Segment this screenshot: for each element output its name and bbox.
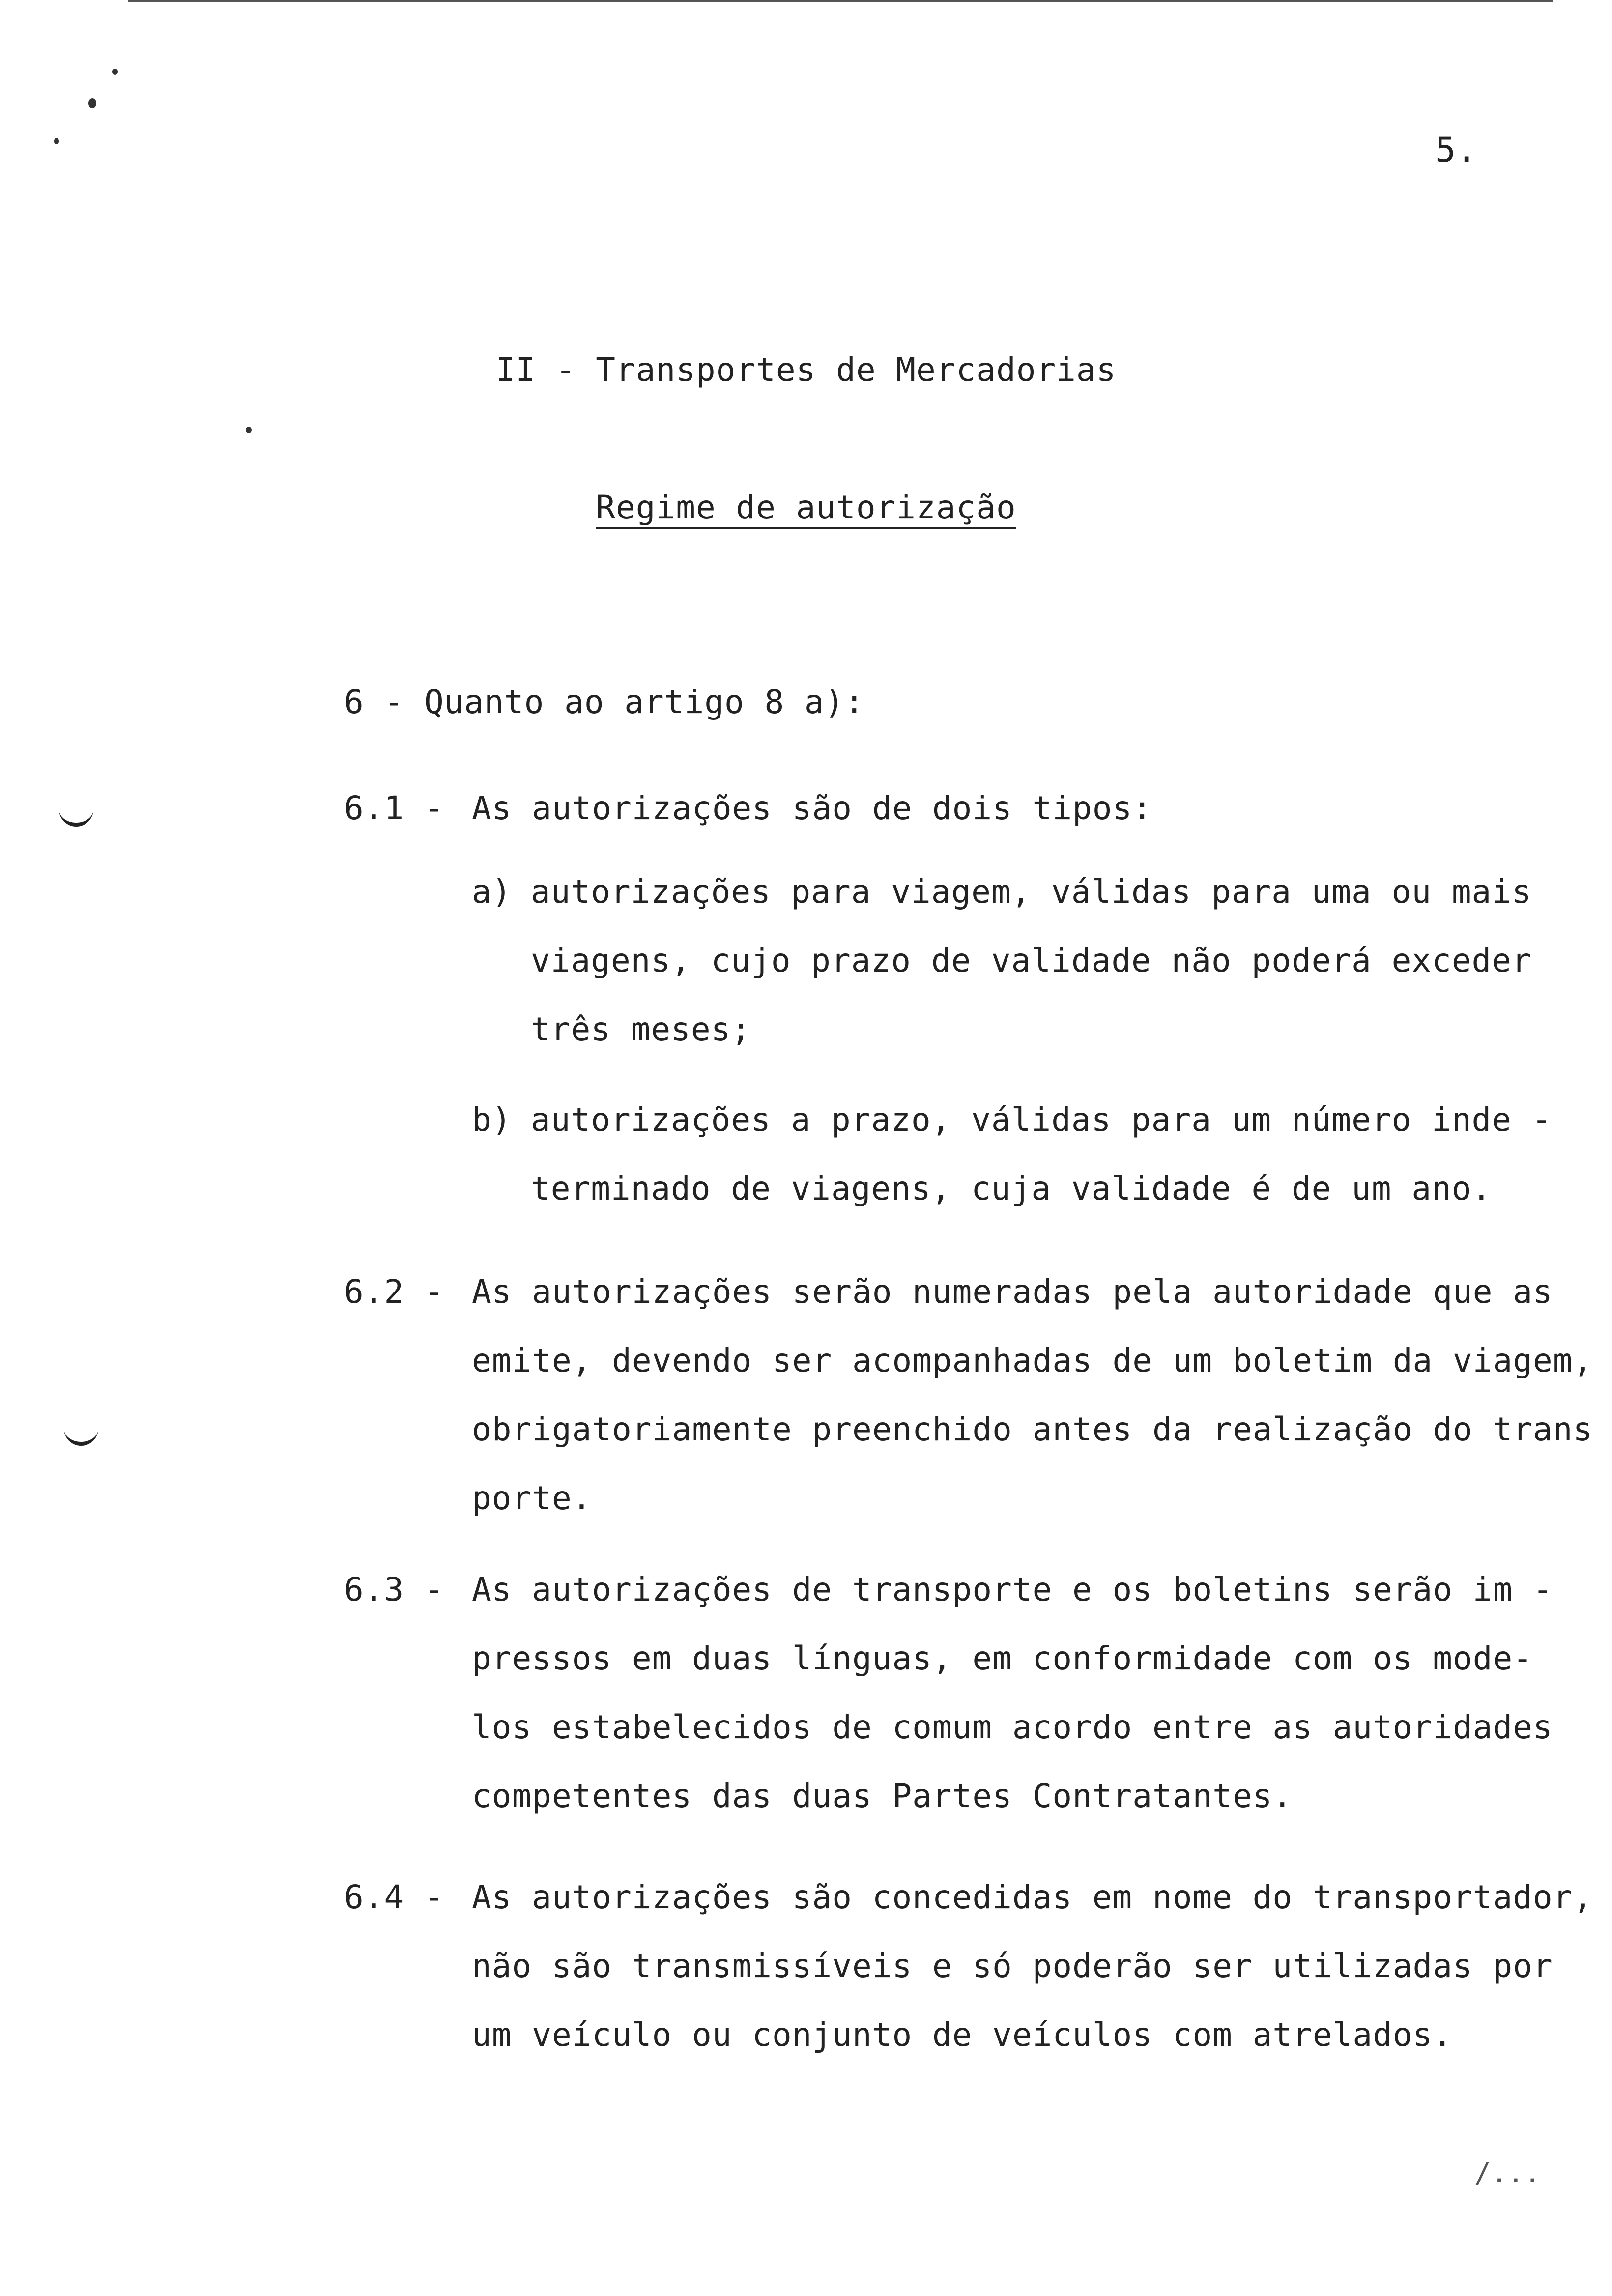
item-text-line: não são transmissíveis e só poderão ser utilizadas por <box>472 1947 1553 1985</box>
item-text-line: emite, devendo ser acompanhadas de um boletim da viagem, <box>472 1342 1593 1379</box>
scan-speck <box>88 98 96 108</box>
item-text-line: pressos em duas línguas, em conformidade com os mode- <box>472 1639 1533 1677</box>
scan-speck <box>54 138 59 144</box>
scan-speck <box>112 69 118 75</box>
hole-punch-mark <box>64 1425 98 1446</box>
item-text-line: As autorizações são de dois tipos: <box>472 789 1153 827</box>
item-number: 6.2 - <box>344 1273 444 1311</box>
item-number: 6.4 - <box>344 1878 444 1916</box>
subitem-text-line: três meses; <box>531 1010 751 1048</box>
item-text-line: As autorizações são concedidas em nome do transportador, <box>472 1878 1593 1916</box>
subheading <box>0 488 1612 526</box>
hole-punch-mark <box>59 806 93 827</box>
clause-intro: 6 - Quanto ao artigo 8 a): <box>344 683 865 721</box>
item-text-line: As autorizações de transporte e os boletins serão im - <box>472 1571 1553 1608</box>
item-text-line: um veículo ou conjunto de veículos com atrelados. <box>472 2016 1453 2054</box>
top-edge-rule <box>128 0 1553 2</box>
scan-speck <box>246 427 252 433</box>
page-number: 5. <box>1435 130 1478 170</box>
subitem-label: a) <box>472 873 512 911</box>
item-text-line: As autorizações serão numeradas pela autoridade que as <box>472 1273 1553 1311</box>
item-number: 6.1 - <box>344 789 444 827</box>
continuation-mark: /... <box>1474 2157 1541 2189</box>
item-text-line: los estabelecidos de comum acordo entre as autoridades <box>472 1708 1553 1746</box>
item-text-line: porte. <box>472 1479 592 1517</box>
subitem-text-line: autorizações a prazo, válidas para um número inde - <box>531 1101 1552 1139</box>
subitem-text-line: autorizações para viagem, válidas para uma ou mais <box>531 873 1532 911</box>
item-text-line: obrigatoriamente preenchido antes da realização do trans <box>472 1410 1593 1448</box>
subitem-label: b) <box>472 1101 512 1139</box>
item-text-line: competentes das duas Partes Contratantes. <box>472 1777 1293 1815</box>
subitem-text-line: terminado de viagens, cuja validade é de um ano. <box>531 1170 1492 1207</box>
item-number: 6.3 - <box>344 1571 444 1608</box>
subheading-text: Regime de autorização <box>596 488 1016 526</box>
subitem-text-line: viagens, cujo prazo de validade não poderá exceder <box>531 942 1532 979</box>
section-title: II - Transportes de Mercadorias <box>495 351 1117 389</box>
